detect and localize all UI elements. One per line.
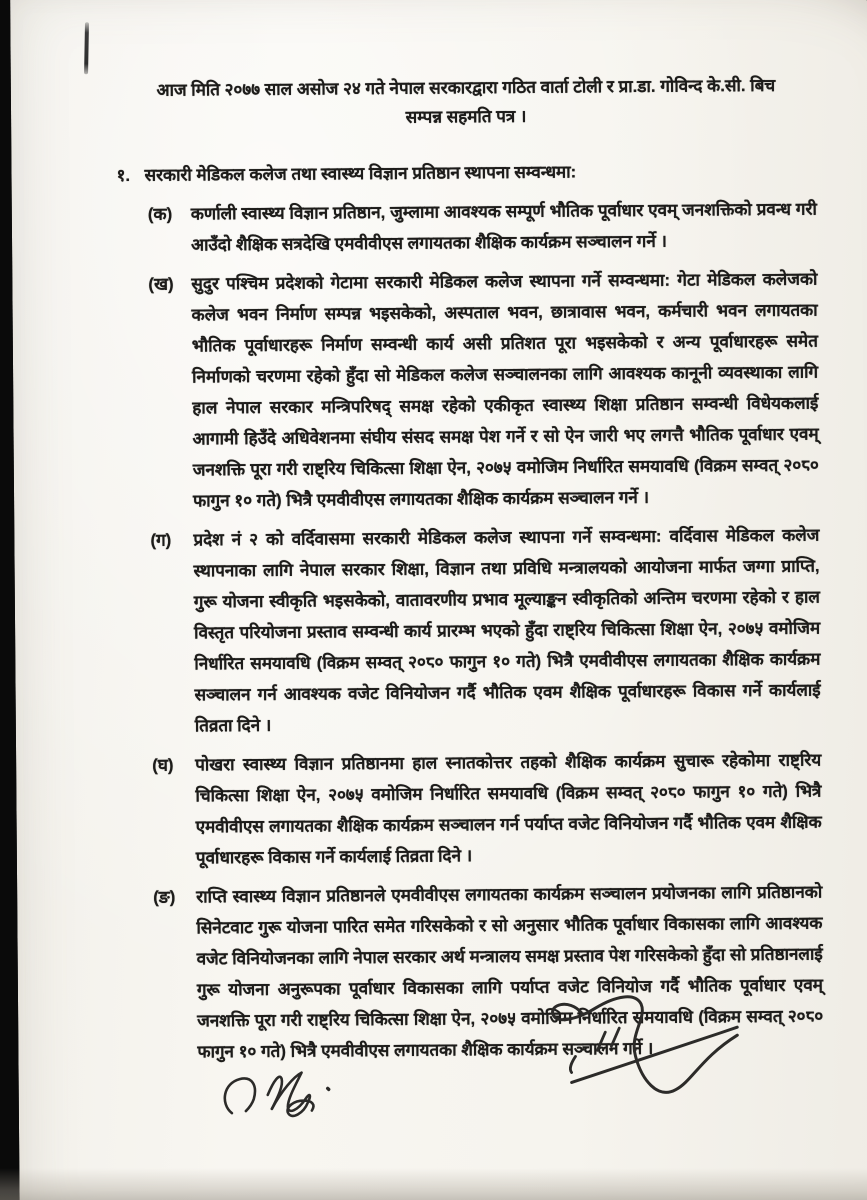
item-text: प्रदेश नं २ को वर्दिवासमा सरकारी मेडिकल कलेज स्थापना गर्ने सम्वन्धमा: वर्दिवास मेडिकल कलेज स्थापनाका लागि नेपाल सरकार शिक्षा, विज्ञान तथा प्रविधि मन्त्रालयको आयोजना मार्फत जग्गा प्राप्ति, गुरू योजना स्वीकृति भइसकेको, वातावरणीय प्रभाव मूल्याङ्कन स्वीकृतिको अन्तिम चरणमा रहेको र हाल विस्तृत परियोजना प्रस्ताव सम्वन्धी कार्य प्रारम्भ भएको हुँदा राष्ट्रिय चिकित्सा शिक्षा ऐन, २०७५ वमोजिम निर्धारित समयावधि (विक्रम सम्वत् २०८० फागुन १० गते) भित्रै एमवीवीएस लगायतका शैक्षिक कार्यक्रम सञ्चालन गर्न आवश्यक वजेट विनियोजन गर्दै भौतिक एवम शैक्षिक पूर्वाधारहरू विकास गर्ने कार्यलाई तिव्रता दिने । (193, 525, 821, 736)
document-title (116, 71, 816, 134)
signature-left (215, 1050, 386, 1146)
item-label: (ख) (148, 274, 174, 294)
item-label: (ङ) (153, 887, 176, 907)
document-page (10, 0, 867, 1200)
agreement-item-ga (119, 520, 821, 742)
item-text: राप्ति स्वास्थ्य विज्ञान प्रतिष्ठानले एमवीवीएस लगायतका कार्यक्रम सञ्चालन प्रयोजनका लागि प्रतिष्ठानको सिनेटवाट गुरू योजना पारित समेत गरिसकेको र सो अनुसार भौतिक पूर्वाधार विकासका लागि आवश्यक वजेट विनियोजनका लागि नेपाल सरकार अर्थ मन्त्रालय समक्ष प्रस्ताव पेश गरिसकेको हुँदा सो प्रतिष्ठानलाई गुरू योजना अनुरूपका पूर्वाधार विकासका लागि पर्याप्त वजेट विनियोज गर्दै भौतिक पूर्वाधार एवम् जनशक्ति पूरा गरी राष्ट्रिय चिकित्सा शिक्षा ऐन, २०७५ वमोजिम निर्धारित समयावधि (विक्रम सम्वत् २०८० फागुन १० गते) भित्रै एमवीवीएस लगायतका शैक्षिक कार्यक्रम सञ्चालन गर्ने । (196, 882, 824, 1062)
item-label: (ग) (150, 530, 172, 550)
agreement-item-ka (117, 194, 817, 261)
section-number: १. (116, 165, 131, 186)
item-text: कर्णाली स्वास्थ्य विज्ञान प्रतिष्ठान, जुम्लामा आवश्यक सम्पूर्ण भौतिक पूर्वाधार एवम् जनशक्तिको प्रवन्ध गरी आउँदो शैक्षिक सत्रदेखि एमवीवीएस लगायतका शैक्षिक कार्यक्रम सञ्चालन गर्ने । (190, 199, 817, 255)
item-text: पोखरा स्वास्थ्य विज्ञान प्रतिष्ठानमा हाल स्नातकोत्तर तहको शैक्षिक कार्यक्रम सुचारू रहेकोमा राष्ट्रिय चिकित्सा शिक्षा ऐन, २०७५ वमोजिम निर्धारित समयावधि (विक्रम सम्वत् २०८० फागुन १० गते) भित्रै एमवीवीएस लगायतका शैक्षिक कार्यक्रम सञ्चालन गर्न पर्याप्त वजेट विनियोजन गर्दै भौतिक एवम शैक्षिक पूर्वाधारहरू विकास गर्ने कार्यलाई तिव्रता दिने । (195, 750, 822, 868)
staple-mark (84, 22, 89, 74)
item-label: (क) (147, 204, 173, 224)
document-title-line2: सम्पन्न सहमति पत्र । (405, 106, 527, 127)
section-heading-text: सरकारी मेडिकल कलेज तथा स्वास्थ्य विज्ञान प्रतिष्ठान स्थापना सम्वन्धमा: (144, 162, 577, 185)
signature-right (541, 985, 782, 1117)
item-label: (घ) (152, 755, 174, 775)
scan-bottom-shadow (0, 1168, 867, 1200)
item-text: सुदुर पश्चिम प्रदेशको गेटामा सरकारी मेडिकल कलेज स्थापना गर्ने सम्वन्धमा: गेटा मेडिकल कलेजको कलेज भवन निर्माण सम्पन्न भइसकेको, अस्पताल भवन, छात्रावास भवन, कर्मचारी भवन लगायतका भौतिक पूर्वाधारहरू निर्माण सम्वन्धी कार्य असी प्रतिशत पूरा भइसकेको र अन्य पूर्वाधारहरू समेत निर्माणको चरणमा रहेको हुँदा सो मेडिकल कलेज सञ्चालनका लागि आवश्यक कानूनी व्यवस्थाका लागि हाल नेपाल सरकार मन्त्रिपरिषद् समक्ष रहेको एकीकृत स्वास्थ्य शिक्षा प्रतिष्ठान सम्वन्धी विधेयकलाई आगामी हिउँदे अधिवेशनमा संघीय संसद समक्ष पेश गर्ने र सो ऐन जारी भए लगत्तै भौतिक पूर्वाधार एवम् जनशक्ति पूरा गरी राष्ट्रिय चिकित्सा शिक्षा ऐन, २०७५ वमोजिम निर्धारित समयावधि (विक्रम सम्वत् २०८० फागुन १० गते) भित्रै एमवीवीएस लगायतका शैक्षिक कार्यक्रम सञ्चालन गर्ने । (191, 269, 819, 511)
agreement-item-kha (117, 264, 819, 517)
document-content (116, 71, 824, 1076)
agreement-item-gha (121, 745, 822, 874)
section-heading (116, 155, 816, 191)
document-title-line1: आज मिति २०७७ साल असोज २४ गते नेपाल सरकारद्वारा गठित वार्ता टोली र प्रा.डा. गोविन्द के.सी. बिच (156, 75, 776, 100)
